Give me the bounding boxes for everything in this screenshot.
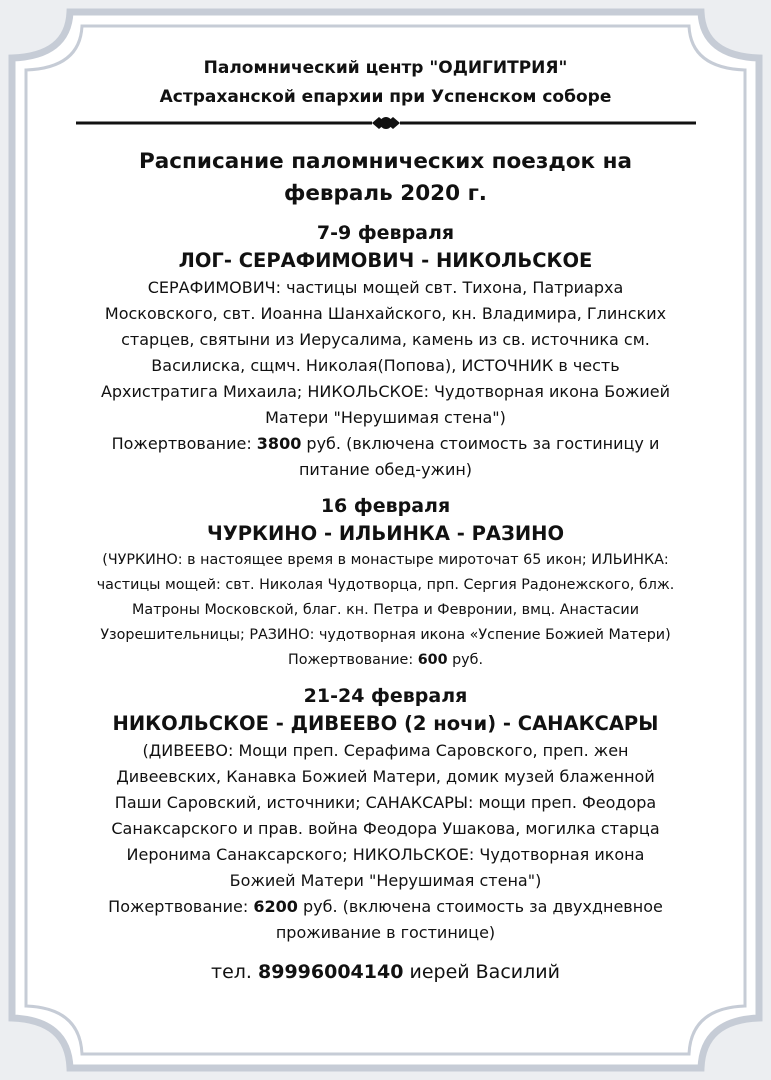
donation-details: руб. (включена стоимость за двухдневное [297,897,663,916]
organization-line-1: Паломнический центр "ОДИГИТРИЯ" [203,58,568,78]
description-line: Матери "Нерушимая стена") [265,408,506,427]
description-line: Паши Саровский, источники; САНАКСАРЫ: мощи преп. Феодора [114,793,657,812]
donation-line [66,431,705,457]
description-line: Божией Матери "Нерушимая стена") [229,871,542,890]
schedule-title-line-1: Расписание паломнических поездок на [139,149,632,174]
donation-label: Пожертвование: [111,434,257,453]
donation-line [66,648,705,673]
donation-label: Пожертвование: [287,652,418,668]
trip-description [66,548,705,673]
trip-section [66,493,705,673]
donation-line-2: питание обед-ужин) [298,460,473,479]
donation-amount: 600 [417,652,448,668]
description-line: частицы мощей: свт. Николая Чудотворца, прп. Сергия Радонежского, блж. [96,577,675,593]
trip-route: ЛОГ- СЕРАФИМОВИЧ - НИКОЛЬСКОЕ [178,249,593,272]
description-line: СЕРАФИМОВИЧ: частицы мощей свт. Тихона, Патриарха [147,278,624,297]
description-line: старцев, святыни из Иерусалима, камень из св. источника см. [121,330,650,349]
description-line: (ДИВЕЕВО: Мощи преп. Серафима Саровского, преп. жен [142,741,629,760]
donation-details: руб. [447,652,484,668]
contact-prefix: тел. [211,961,258,983]
description-line: Дивеевских, Канавка Божией Матери, домик музей блаженной [116,767,655,786]
schedule-title [66,146,705,210]
description-line: Василиска, сщмч. Николая(Попова), ИСТОЧНИК в честь [151,356,620,375]
trip-section [66,683,705,946]
trip-route: НИКОЛЬСКОЕ - ДИВЕЕВО (2 ночи) - САНАКСАРЫ [112,712,659,735]
trip-date: 16 февраля [320,495,451,517]
trip-description [66,275,705,483]
organization-name [66,54,705,112]
contact-line [66,958,705,986]
donation-line [66,894,705,920]
donation-label: Пожертвование: [108,897,254,916]
contact-person: иерей Василий [403,961,560,983]
donation-line-2: проживание в гостинице) [275,923,496,942]
description-line: Иеронима Санаксарского; НИКОЛЬСКОЕ: Чудотворная икона [126,845,645,864]
donation-amount: 6200 [253,897,298,916]
description-line: Московского, свт. Иоанна Шанхайского, кн. Владимира, Глинских [104,304,667,323]
description-line: Узорешительницы; РАЗИНО: чудотворная икона «Успение Божией Матери) [100,627,671,643]
trip-description [66,738,705,946]
trip-route: ЧУРКИНО - ИЛЬИНКА - РАЗИНО [206,522,565,545]
description-line: Матроны Московской, благ. кн. Петра и Февронии, вмц. Анастасии [132,602,639,618]
trip-date: 21-24 февраля [303,685,468,707]
description-line: Архистратига Михаила; НИКОЛЬСКОЕ: Чудотворная икона Божией [100,382,671,401]
donation-amount: 3800 [256,434,302,453]
phone-number[interactable]: 89996004140 [258,961,404,983]
trip-date: 7-9 февраля [316,222,455,244]
flyer-content [66,54,705,986]
schedule-title-line-2: февраль 2020 г. [284,181,487,206]
ornamental-divider [76,116,696,130]
description-line: Санаксарского и прав. война Феодора Ушакова, могилка старца [111,819,660,838]
trip-section [66,220,705,483]
donation-details: руб. (включена стоимость за гостиницу и [301,434,660,453]
description-line: (ЧУРКИНО: в настоящее время в монастыре мироточат 65 икон; ИЛЬИНКА: [102,552,669,568]
organization-line-2: Астраханской епархии при Успенском соборе [159,87,612,107]
